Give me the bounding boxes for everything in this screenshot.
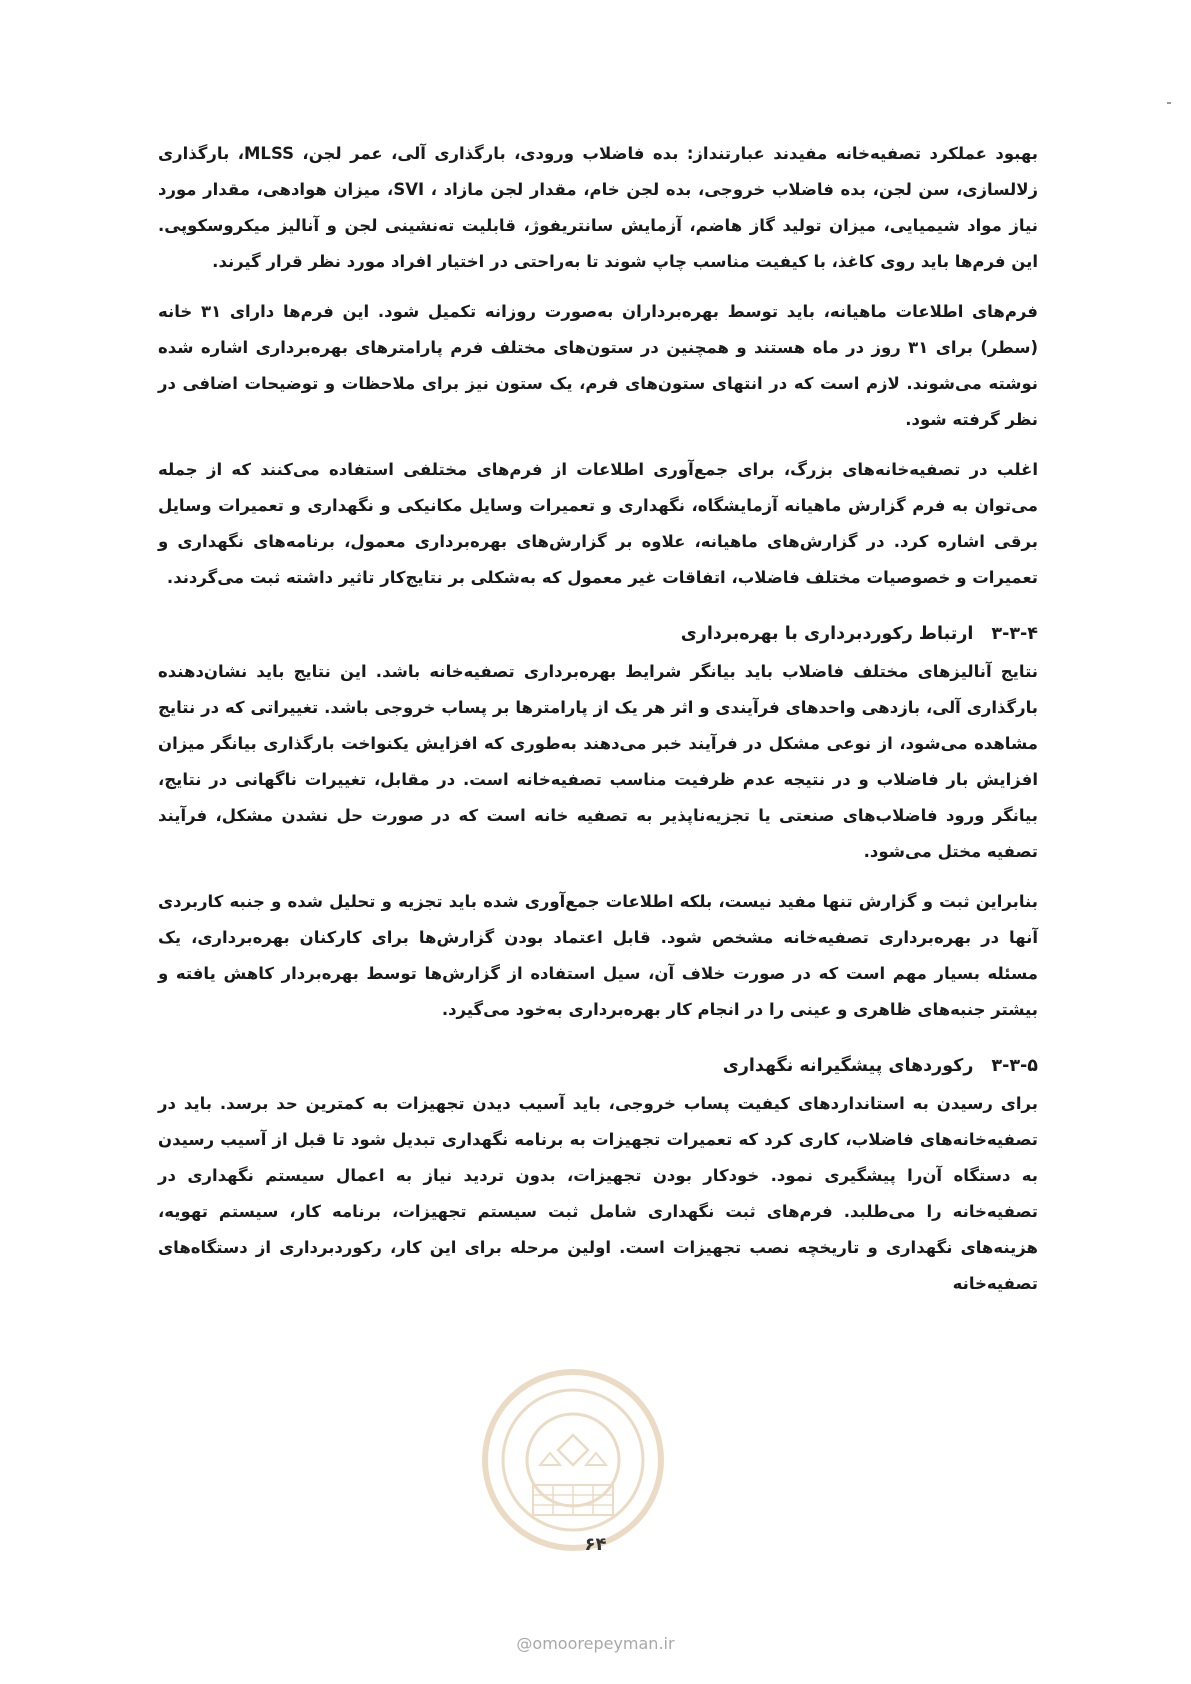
- section-5-paragraph-1: برای رسیدن به استانداردهای کیفیت پساب خروجی، باید آسیب دیدن تجهیزات به کمترین حد برسد. باید در تصفیه‌خانه‌های فاضلاب، کاری کرد که تعمیرات تجهیزات به برنامه نگهداری تبدیل شود تا قبل از آسیب رسیدن به دستگاه آن‌را پیشگیری نمود. خودکار بودن تجهیزات، بدون تردید نیاز به اعمال سیستم نگهداری در تصفیه‌خانه را می‌طلبد. فرم‌های ثبت نگهداری شامل ثبت سیستم تجهیزات، برنامه کار، سیستم تهویه، هزینه‌های نگهداری و تاریخچه نصب تجهیزات است. اولین مرحله برای این کار، رکوردبرداری از دستگاه‌های تصفیه‌خانه: [158, 1094, 1038, 1293]
- section-heading-4: [158, 616, 1038, 652]
- document-body: [158, 136, 1038, 1316]
- seal-logo-icon: [478, 1365, 668, 1555]
- section-number: ۳-۳-۴: [991, 624, 1038, 644]
- page-number: ۶۴: [584, 1534, 607, 1555]
- paragraph-2: فرم‌های اطلاعات ماهیانه، باید توسط بهره‌برداران به‌صورت روزانه تکمیل شود. این فرم‌ها دارای ۳۱ خانه (سطر) برای ۳۱ روز در ماه هستند و همچنین در ستون‌های مختلف فرم پارامترهای بهره‌برداری اشاره شده نوشته می‌شوند. لازم است که در انتهای ستون‌های فرم، یک ستون نیز برای ملاحظات و توضیحات اضافی در نظر گرفته شود.: [158, 302, 1038, 429]
- section-title: رکوردهای پیشگیرانه نگهداری: [722, 1056, 974, 1076]
- scan-mark: [1167, 102, 1171, 104]
- paragraph-3: اغلب در تصفیه‌خانه‌های بزرگ، برای جمع‌آوری اطلاعات از فرم‌های مختلفی استفاده می‌کنند که از جمله می‌توان به فرم گزارش ماهیانه آزمایشگاه، نگهداری و تعمیرات وسایل مکانیکی و نگهداری و تعمیرات وسایل برقی اشاره کرد. در گزارش‌های ماهیانه، علاوه بر گزارش‌های بهره‌برداری معمول، برنامه‌های نگهداری و تعمیرات و خصوصیات مختلف فاضلاب، اتفاقات غیر معمول که به‌شکلی بر نتایج‌کار تاثیر داشته ثبت می‌گردند.: [158, 460, 1038, 587]
- footer-url: @omoorepeyman.ir: [516, 1634, 675, 1653]
- section-4-paragraph-1: نتایج آنالیزهای مختلف فاضلاب باید بیانگر شرایط بهره‌برداری تصفیه‌خانه باشد. این نتایج باید نشان‌دهنده بارگذاری آلی، بازدهی واحدهای فرآیندی و اثر هر یک از پارامترها بر پساب خروجی باشد. تغییراتی که در نتایج مشاهده می‌شود، از نوعی مشکل در فرآیند خبر می‌دهند به‌طوری که افزایش یکنواخت بارگذاری بیانگر میزان افزایش بار فاضلاب و در نتیجه عدم ظرفیت مناسب تصفیه‌خانه است. در مقابل، تغییرات ناگهانی در نتایج، بیانگر ورود فاضلاب‌های صنعتی یا تجزیه‌ناپذیر به تصفیه خانه است که در صورت حل نشدن مشکل، فرآیند تصفیه مختل می‌شود.: [158, 662, 1038, 861]
- section-number: ۳-۳-۵: [991, 1056, 1038, 1076]
- section-title: ارتباط رکوردبرداری با بهره‌برداری: [680, 624, 974, 644]
- section-heading-5: [158, 1048, 1038, 1084]
- paragraph-1: بهبود عملکرد تصفیه‌خانه مفیدند عبارتنداز: بده فاضلاب ورودی، بارگذاری آلی، عمر لجن، MLSS، بارگذاری زلالسازی، سن لجن، بده فاضلاب خروجی، بده لجن خام، مقدار لجن مازاد ، SVI، میزان هوادهی، مقدار مورد نیاز مواد شیمیایی، میزان تولید گاز هاضم، آزمایش سانتریفوژ، قابلیت ته‌نشینی لجن و آنالیز میکروسکوپی. این فرم‌ها باید روی کاغذ، با کیفیت مناسب چاپ شوند تا به‌راحتی در اختیار افراد مورد نظر قرار گیرند.: [158, 144, 1038, 271]
- section-4-paragraph-2: بنابراین ثبت و گزارش تنها مفید نیست، بلکه اطلاعات جمع‌آوری شده باید تجزیه و تحلیل شده و جنبه کاربردی آنها در بهره‌برداری تصفیه‌خانه مشخص شود. قابل اعتماد بودن گزارش‌ها برای کارکنان بهره‌برداری، یک مسئله بسیار مهم است که در صورت خلاف آن، سیل استفاده از گزارش‌ها توسط بهره‌بردار کاهش یافته و بیشتر جنبه‌های ظاهری و عینی را در انجام کار بهره‌برداری به‌خود می‌گیرد.: [158, 892, 1038, 1019]
